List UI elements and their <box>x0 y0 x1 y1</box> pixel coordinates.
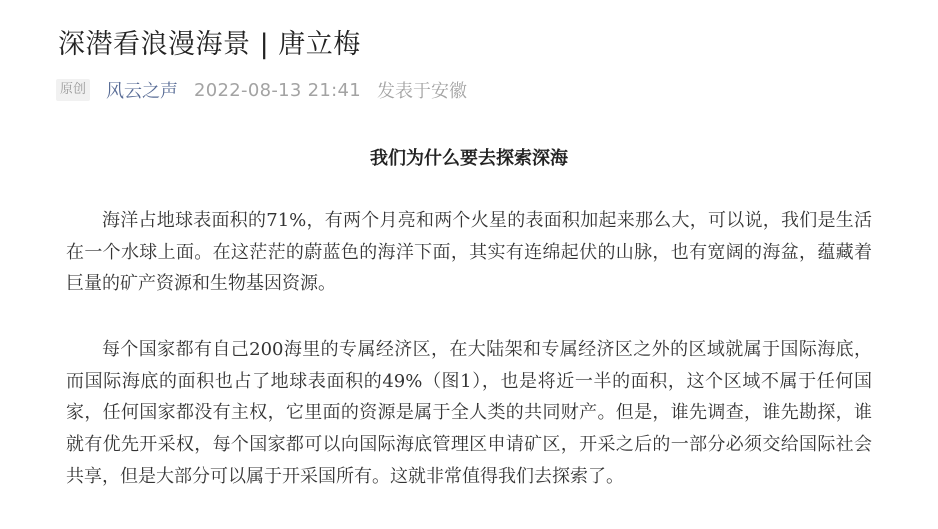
original-badge: 原创 <box>56 79 90 101</box>
body-paragraph: 海洋占地球表面积的71%，有两个月亮和两个火星的表面积加起来那么大，可以说，我们是生活在一个水球上面。在这茫茫的蔚蓝色的海洋下面，其实有连绵起伏的山脉，也有宽阔的海盆，蕴藏着巨量的矿产资源和生物基因资源。 <box>66 210 872 295</box>
author-link[interactable]: 风云之声 <box>106 81 179 102</box>
body-paragraph: 每个国家都有自己200海里的专属经济区，在大陆架和专属经济区之外的区域就属于国际海底，而国际海底的面积也占了地球表面积的49%（图1），也是将近一半的面积，这个区域不属于任何国家，任何国家都没有主权，它里面的资源是属于全人类的共同财产。但是，谁先调查，谁先勘探，谁就有优先开采权，每个国家都可以向国际海底管理区申请矿区，开采之后的一部分必须交给国际社会共享，但是大部分可以属于开采国所有。这就非常值得我们去探索了。 <box>66 339 872 487</box>
publish-location: 发表于安徽 <box>377 81 468 102</box>
article-title: 深潜看浪漫海景 | 唐立梅 <box>58 29 361 60</box>
publish-date: 2022-08-13 21:41 <box>194 79 362 101</box>
section-heading: 我们为什么要去探索深海 <box>370 148 568 169</box>
article-meta <box>56 78 467 102</box>
